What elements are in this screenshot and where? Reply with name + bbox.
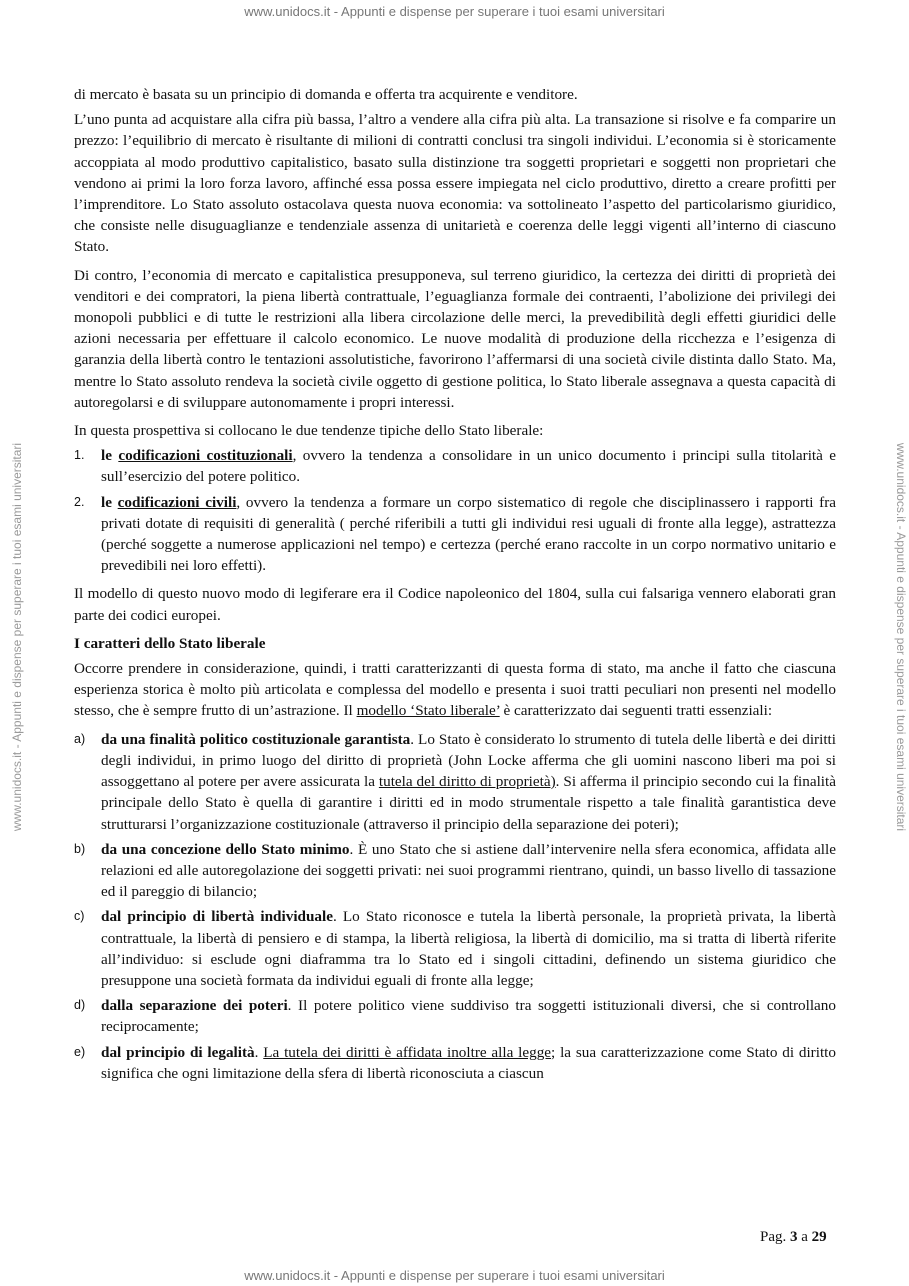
list-term: dalla separazione dei poteri (101, 997, 288, 1015)
list-marker: a) (74, 731, 86, 746)
section-heading: I caratteri dello Stato liberale (74, 634, 266, 652)
list-term: dal principio di libertà individuale (101, 908, 333, 926)
watermark-right: www.unidocs.it - Appunti e dispense per superare i tuoi esami universitari (894, 442, 908, 832)
list-marker: b) (74, 841, 86, 856)
list-item (74, 445, 836, 487)
underlined-phrase: La tutela dei diritti è affidata inoltre alla legge; (263, 1043, 556, 1061)
watermark-left: www.unidocs.it - Appunti e dispense per superare i tuoi esami universitari (10, 442, 24, 832)
codification-list (74, 445, 836, 576)
list-lead: le (101, 447, 119, 465)
underlined-phrase: modello ‘Stato liberale’ (356, 702, 500, 720)
traits-list (74, 729, 836, 1084)
list-item: b) da una concezione dello Stato minimo. È uno Stato che si astiene dall’intervenire nella sfera economica, affidata alle relazioni ed alle autoregolazione dei soggetti privati: nei suoi programmi rientrano, quindi, un basso livello di tassazione ed il pareggio di bilancio; (74, 840, 836, 901)
list-text: , ovvero la tendenza a formare un corpo sistematico di regole che disciplinassero i rapporti fra privati dotate di requisiti di generalità ( perché riferibili a tutti gli individui resi uguali di fronte alla legge), astrattezza (perché soggette a numerose applicazioni nel tempo) e certezza (perché erano raccolte in un corpo normativo unitario e prevedibili nei loro effetti). (101, 493, 837, 575)
paragraph: Di contro, l’economia di mercato e capitalistica presupponeva, sul terreno giuridico, la certezza dei diritti di proprietà dei venditori e dei compratori, la piena libertà contrattuale, l’eguaglianza formale dei contraenti, l’abolizione dei privilegi dei monopoli pubblici e di tutte le restrizioni alla libera circolazione delle merci, la prevedibilità degli effetti giuridici delle azioni necessaria per effettuare il calcolo economico. Le nuove modalità di produzione della ricchezza e l’esigenza di garanzia della libertà contro le tentazioni assolutistiche, favorirono l’affermarsi di una società civile distinta dallo Stato. Ma, mentre lo Stato assoluto rendeva la società civile oggetto di gestione politica, lo Stato liberale assegnava a questa capacità di autoregolarsi e di sviluppare autonomamente i propri interessi. (74, 266, 836, 411)
document-body (74, 84, 836, 1091)
list-lead: le (101, 493, 118, 511)
list-marker: d) (74, 998, 86, 1013)
paragraph: In questa prospettiva si collocano le due tendenze tipiche dello Stato liberale: (74, 422, 544, 440)
watermark-bottom: www.unidocs.it - Appunti e dispense per superare i tuoi esami universitari (244, 1268, 665, 1283)
underlined-phrase: tutela del diritto di proprietà) (378, 773, 556, 791)
list-term: da una finalità politico costituzionale garantista (101, 730, 411, 748)
list-term: dal principio di legalità (101, 1043, 255, 1061)
list-marker: 2. (74, 494, 85, 509)
list-marker: 1. (74, 448, 85, 463)
paragraph: di mercato è basata su un principio di domanda e offerta tra acquirente e venditore. (74, 86, 578, 103)
list-item: c) dal principio di libertà individuale. Lo Stato riconosce e tutela la libertà personale, la proprietà privata, la libertà contrattuale, la libertà di pensiero e di stampa, la libertà religiosa, la libertà di domicilio, ma si tratta di libertà riferite all’individuo: si esclude ogni diaframma tra lo Stato ed i singoli cittadini, definendo un sistema giuridico che presuppone una società formata da individui eguali di fronte alla legge; (74, 908, 836, 989)
list-term: da una concezione dello Stato minimo (101, 840, 350, 858)
list-term: codificazioni costituzionali (118, 447, 293, 465)
paragraph: Il modello di questo nuovo modo di legiferare era il Codice napoleonico del 1804, sulla cui falsariga vennero elaborati gran parte dei codici europei. (74, 585, 836, 624)
paragraph: L’uno punta ad acquistare alla cifra più bassa, l’altro a vendere alla cifra più alta. La transazione si risolve e fa comparire un prezzo: l’equilibrio di mercato è risultante di milioni di contratti conclusi tra singoli individui. L’economia si è storicamente accoppiata al modo produttivo capitalistico, basato sulla distinzione tra soggetti proprietari e soggetti non proprietari che vendono ai primi la loro forza lavoro, affinché essa possa essere impiegata nel ciclo produttivo, diretto a creare profitti per l’imprenditore. Lo Stato assoluto ostacolava questa nuova economia: va sottolineato l’aspetto del particolarismo giuridico, che consiste nelle disuguaglianze e tendenziale assenza di unitarietà e coerenza delle leggi vigenti all’interno di ciascuno Stato. (74, 111, 836, 256)
list-item: d) dalla separazione dei poteri. Il potere politico viene suddiviso tra soggetti istituzionali diversi, che si controllano reciprocamente; (74, 997, 836, 1036)
page-number: Pag. 3 a 29 (760, 1229, 827, 1245)
list-marker: c) (74, 909, 85, 924)
list-item: a) da una finalità politico costituzionale garantista. Lo Stato è considerato lo strumento di tutela delle libertà e dei diritti degli individui, in primo luogo del diritto di proprietà (John Locke afferma che gli uomini nascono liberi ma poi si assoggettano al potere per avere assicurata la tutela del diritto di proprietà). Si afferma il principio secondo cui la finalità principale dello Stato è quella di garantire i diritti ed in modo strumentale rispetto a tale finalità garantistica deve strutturarsi l’organizzazione costituzionale (attraverso il principio della separazione dei poteri); (74, 730, 836, 833)
list-term: codificazioni civili (117, 493, 237, 511)
watermark-top: www.unidocs.it - Appunti e dispense per superare i tuoi esami universitari (244, 4, 665, 19)
list-text: , ovvero la tendenza a consolidare in un unico documento i principi sulla titolarità e sull’esercizio del potere politico. (101, 447, 836, 486)
paragraph: Occorre prendere in considerazione, quindi, i tratti caratterizzanti di questa forma di stato, ma anche il fatto che ciascuna esperienza storica è molto più articolata e complessa del modello e presenta i suoi tratti peculiari non presenti nel modello stesso, che è sempre frutto di un’astrazione. Il modello ‘Stato liberale’ è caratterizzato dai seguenti tratti essenziali: (74, 660, 836, 720)
list-marker: e) (74, 1044, 86, 1059)
list-item: e) dal principio di legalità. La tutela dei diritti è affidata inoltre alla legge; la sua caratterizzazione come Stato di diritto significa che ogni limitazione della sfera di libertà riconosciuta a ciascun (74, 1043, 836, 1082)
list-item (74, 492, 836, 577)
